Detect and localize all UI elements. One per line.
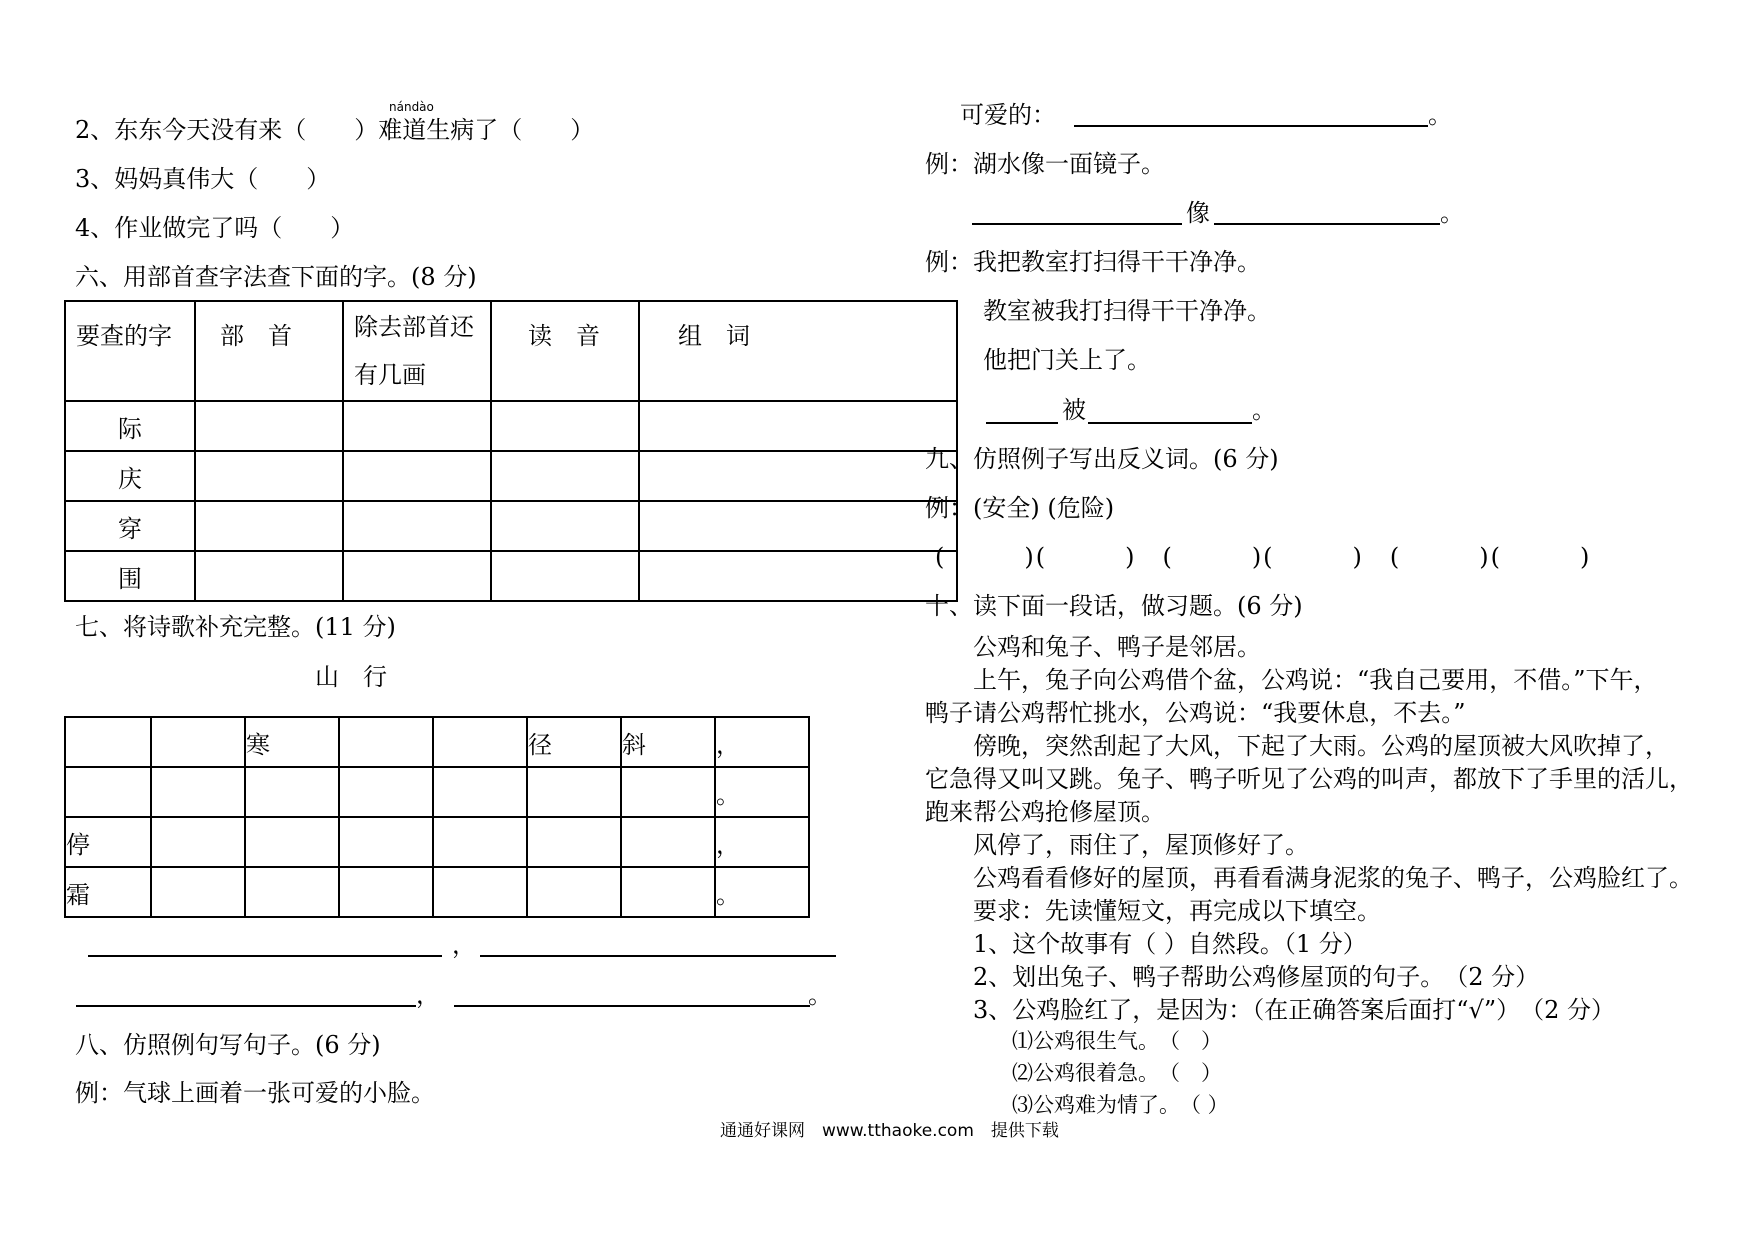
passage-line: 傍晚，突然刮起了大风，下起了大雨。公鸡的屋顶被大风吹掉了， — [973, 732, 1669, 760]
lookup-char: 围 — [65, 551, 195, 601]
poem-cell[interactable] — [433, 817, 527, 867]
poem-cell: 斜 — [621, 717, 715, 767]
question-2: 2、划出兔子、鸭子帮助公鸡修屋顶的句子。 （2 分） — [973, 963, 1540, 991]
answer-cell[interactable] — [343, 451, 491, 501]
passage-line: 跑来帮公鸡抢修屋顶。 — [925, 798, 1165, 826]
poem-cell[interactable] — [621, 817, 715, 867]
cute-end: 。 — [1428, 101, 1452, 129]
door-sentence: 他把门关上了。 — [983, 346, 1151, 374]
header-strokes: 除去部首还 有几画 — [343, 301, 491, 401]
punctuation-item-2: 2、东东今天没有来（ ）难道生病了（ ） — [75, 116, 595, 144]
poem-cell[interactable] — [151, 717, 245, 767]
poem-cell[interactable] — [527, 767, 621, 817]
option-3[interactable]: ⑶公鸡难为情了。 （ ） — [1012, 1093, 1229, 1117]
antonym-blanks[interactable]: ( )( ) ( )( ) ( )( ) — [935, 543, 1592, 571]
answer-line[interactable] — [986, 422, 1058, 424]
poem-cell[interactable] — [245, 817, 339, 867]
answer-line[interactable] — [1088, 422, 1252, 424]
lookup-char: 穿 — [65, 501, 195, 551]
cute-label: 可爱的： — [960, 101, 1056, 129]
header-radical: 部 首 — [195, 301, 343, 401]
answer-line[interactable] — [1214, 223, 1440, 225]
passage-line: 风停了，雨住了，屋顶修好了。 — [973, 831, 1309, 859]
poem-cell[interactable] — [339, 817, 433, 867]
answer-cell[interactable] — [491, 451, 639, 501]
answer-line[interactable] — [972, 223, 1182, 225]
poem-cell[interactable] — [527, 867, 621, 917]
poem-grid — [64, 716, 810, 918]
question-3: 3、公鸡脸红了，是因为：（在正确答案后面打“√”） （2 分） — [973, 996, 1615, 1024]
section7-title: 七、将诗歌补充完整。(11 分) — [75, 613, 396, 641]
radical-lookup-table — [64, 300, 958, 602]
poem-cell: 寒 — [245, 717, 339, 767]
answer-comma: ， — [452, 931, 476, 959]
poem-cell[interactable] — [245, 767, 339, 817]
answer-cell[interactable] — [195, 501, 343, 551]
option-1[interactable]: ⑴公鸡很生气。 （ ） — [1012, 1029, 1222, 1053]
header-char: 要查的字 — [65, 301, 195, 401]
passage-line: 鸭子请公鸡帮忙挑水，公鸡说：“我要休息，不去。” — [925, 699, 1466, 727]
pinyin-annotation: nándào — [389, 100, 434, 114]
passage-line: 上午，兔子向公鸡借个盆，公鸡说：“我自己要用，不借。”下午， — [973, 666, 1658, 694]
question-1: 1、这个故事有（ ）自然段。（1 分） — [973, 930, 1367, 958]
poem-punctuation: ， — [715, 717, 809, 767]
bei-word: 被 — [1062, 396, 1086, 424]
section8-example: 例：气球上画着一张可爱的小脸。 — [75, 1079, 435, 1107]
poem-title: 山 行 — [315, 663, 387, 691]
poem-punctuation: 。 — [715, 867, 809, 917]
footer-watermark: 通通好课网 www.tthaoke.com 提供下载 — [720, 1121, 1059, 1141]
example-lake: 例：湖水像一面镜子。 — [925, 150, 1165, 178]
answer-line[interactable] — [454, 1005, 810, 1007]
answer-cell[interactable] — [343, 501, 491, 551]
answer-cell[interactable] — [491, 551, 639, 601]
punctuation-item-4: 4、作业做完了吗（ ） — [75, 214, 355, 242]
answer-cell[interactable] — [639, 401, 957, 451]
section9-title: 九、仿照例子写出反义词。(6 分) — [925, 445, 1279, 473]
poem-cell[interactable] — [151, 767, 245, 817]
poem-cell[interactable] — [339, 717, 433, 767]
option-2[interactable]: ⑵公鸡很着急。 （ ） — [1012, 1061, 1222, 1085]
answer-cell[interactable] — [491, 401, 639, 451]
answer-line[interactable] — [480, 955, 836, 957]
passage-line: 公鸡看看修好的屋顶，再看看满身泥浆的兔子、鸭子，公鸡脸红了。 — [973, 864, 1693, 892]
section10-title: 十、读下面一段话，做习题。(6 分) — [925, 592, 1303, 620]
poem-cell[interactable] — [621, 767, 715, 817]
poem-cell[interactable] — [151, 867, 245, 917]
poem-cell[interactable] — [527, 817, 621, 867]
answer-period: 。 — [808, 981, 832, 1009]
poem-cell[interactable] — [65, 767, 151, 817]
bei-end: 。 — [1252, 396, 1276, 424]
lookup-char: 际 — [65, 401, 195, 451]
poem-cell: 停 — [65, 817, 151, 867]
poem-cell[interactable] — [339, 867, 433, 917]
section8-title: 八、仿照例句写句子。(6 分) — [75, 1031, 381, 1059]
answer-line[interactable] — [88, 955, 442, 957]
poem-cell[interactable] — [433, 867, 527, 917]
poem-cell: 径 — [527, 717, 621, 767]
example-classroom: 例：我把教室打扫得干干净净。 — [925, 248, 1261, 276]
poem-cell[interactable] — [339, 767, 433, 817]
section9-example: 例：(安全) (危险) — [925, 494, 1115, 522]
poem-cell[interactable] — [151, 817, 245, 867]
header-pronunciation: 读 音 — [491, 301, 639, 401]
answer-cell[interactable] — [343, 401, 491, 451]
poem-cell: 霜 — [65, 867, 151, 917]
passage-requirement: 要求：先读懂短文，再完成以下填空。 — [973, 897, 1381, 925]
like-end: 。 — [1440, 199, 1464, 227]
header-words: 组 词 — [639, 301, 957, 401]
answer-cell[interactable] — [639, 501, 957, 551]
answer-cell[interactable] — [491, 501, 639, 551]
classroom-passive: 教室被我打扫得干干净净。 — [983, 297, 1271, 325]
answer-cell[interactable] — [195, 551, 343, 601]
answer-cell[interactable] — [639, 451, 957, 501]
poem-cell[interactable] — [621, 867, 715, 917]
passage-line: 公鸡和兔子、鸭子是邻居。 — [973, 633, 1261, 661]
answer-cell[interactable] — [195, 451, 343, 501]
poem-cell[interactable] — [245, 867, 339, 917]
answer-cell[interactable] — [639, 551, 957, 601]
lookup-char: 庆 — [65, 451, 195, 501]
section6-title: 六、用部首查字法查下面的字。(8 分) — [75, 263, 477, 291]
punctuation-item-3: 3、妈妈真伟大（ ） — [75, 165, 331, 193]
poem-punctuation: 。 — [715, 767, 809, 817]
answer-line[interactable] — [1074, 125, 1428, 127]
passage-line: 它急得又叫又跳。兔子、鸭子听见了公鸡的叫声，都放下了手里的活儿， — [925, 765, 1693, 793]
poem-cell[interactable] — [65, 717, 151, 767]
poem-punctuation: ， — [715, 817, 809, 867]
answer-comma: ， — [416, 981, 440, 1009]
like-word: 像 — [1186, 199, 1210, 227]
answer-cell[interactable] — [195, 401, 343, 451]
answer-cell[interactable] — [343, 551, 491, 601]
poem-cell[interactable] — [433, 767, 527, 817]
poem-cell[interactable] — [433, 717, 527, 767]
answer-line[interactable] — [76, 1005, 416, 1007]
